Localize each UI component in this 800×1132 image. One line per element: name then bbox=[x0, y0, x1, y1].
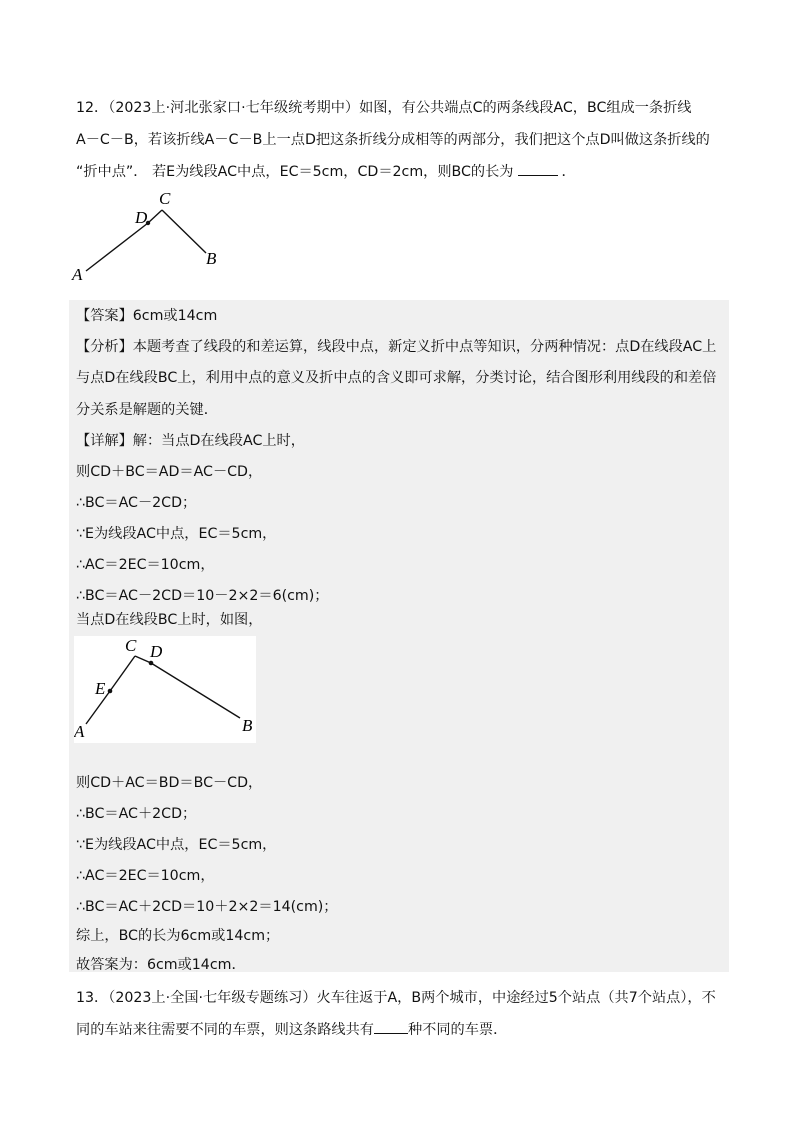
answer-blank[interactable] bbox=[518, 163, 558, 176]
q13-line-2-end: 种不同的车票． bbox=[407, 1022, 508, 1038]
detail-line-4: ∵E为线段AC中点，EC＝5cm， bbox=[76, 526, 277, 542]
detail-line-8: 则CD＋AC＝BD＝BC－CD， bbox=[76, 775, 263, 791]
answer-line: 【答案】6cm或14cm bbox=[76, 308, 218, 324]
q13-line-1: 13．（2023上·全国·七年级专题练习）火车往返于A，B两个城市，中途经过5个站点（共7个站点），不 bbox=[76, 990, 716, 1006]
detail-line-7: 当点D在线段BC上时，如图， bbox=[76, 612, 263, 628]
detail-line-10: ∵E为线段AC中点，EC＝5cm， bbox=[76, 837, 277, 853]
analysis-line-3: 分关系是解题的关键． bbox=[76, 402, 218, 418]
figure-2-fold-line bbox=[74, 636, 256, 743]
detail-line-1: 【详解】解：当点D在线段AC上时， bbox=[76, 433, 305, 449]
detail-line-11: ∴AC＝2EC＝10cm， bbox=[76, 868, 215, 884]
fig2-label-c: C bbox=[125, 636, 137, 655]
fig1-label-c: C bbox=[159, 189, 171, 208]
detail-line-5: ∴AC＝2EC＝10cm， bbox=[76, 557, 215, 573]
detail-line-9: ∴BC＝AC＋2CD； bbox=[76, 806, 197, 822]
fig1-label-b: B bbox=[206, 249, 217, 268]
analysis-line-2: 与点D在线段BC上，利用中点的意义及折中点的含义即可求解，分类讨论，结合图形利用线段的和差倍 bbox=[76, 370, 717, 386]
q12-line-2: A－C－B，若该折线A－C－B上一点D把这条折线分成相等的两部分，我们把这个点D叫做这条折线的 bbox=[76, 132, 710, 148]
fig1-label-a: A bbox=[72, 265, 83, 284]
figure-1-fold-line bbox=[60, 185, 240, 285]
detail-line-12: ∴BC＝AC＋2CD＝10＋2×2＝14(cm)； bbox=[76, 899, 338, 915]
q13-line-2 bbox=[76, 1020, 507, 1040]
q12-line-1: 12．（2023上·河北张家口·七年级统考期中）如图，有公共端点C的两条线段AC，BC组成一条折线 bbox=[76, 100, 692, 116]
detail-line-6: ∴BC＝AC－2CD＝10－2×2＝6(cm)； bbox=[76, 588, 329, 604]
detail-line-2: 则CD＋BC＝AD＝AC－CD， bbox=[76, 464, 263, 480]
fig2-label-d: D bbox=[150, 642, 163, 661]
fig2-label-b: B bbox=[242, 716, 253, 735]
fig2-label-a: A bbox=[74, 722, 85, 741]
q13-answer-blank[interactable] bbox=[374, 1021, 408, 1034]
analysis-line-1: 【分析】本题考查了线段的和差运算，线段中点，新定义折中点等知识，分两种情况：点D在线段AC上 bbox=[76, 339, 717, 355]
detail-line-3: ∴BC＝AC－2CD； bbox=[76, 495, 197, 511]
fig1-label-d: D bbox=[135, 208, 148, 227]
detail-line-13: 综上，BC的长为6cm或14cm； bbox=[76, 928, 280, 944]
q12-line-3 bbox=[76, 162, 576, 182]
q12-line-3-text: “折中点”． 若E为线段AC中点，EC＝5cm，CD＝2cm，则BC的长为 bbox=[76, 164, 514, 180]
q12-line-3-end: ． bbox=[561, 164, 576, 180]
q13-line-2-text: 同的车站来往需要不同的车票，则这条路线共有 bbox=[76, 1022, 374, 1038]
detail-line-14: 故答案为：6cm或14cm． bbox=[76, 957, 246, 973]
fig2-label-e: E bbox=[95, 679, 106, 698]
